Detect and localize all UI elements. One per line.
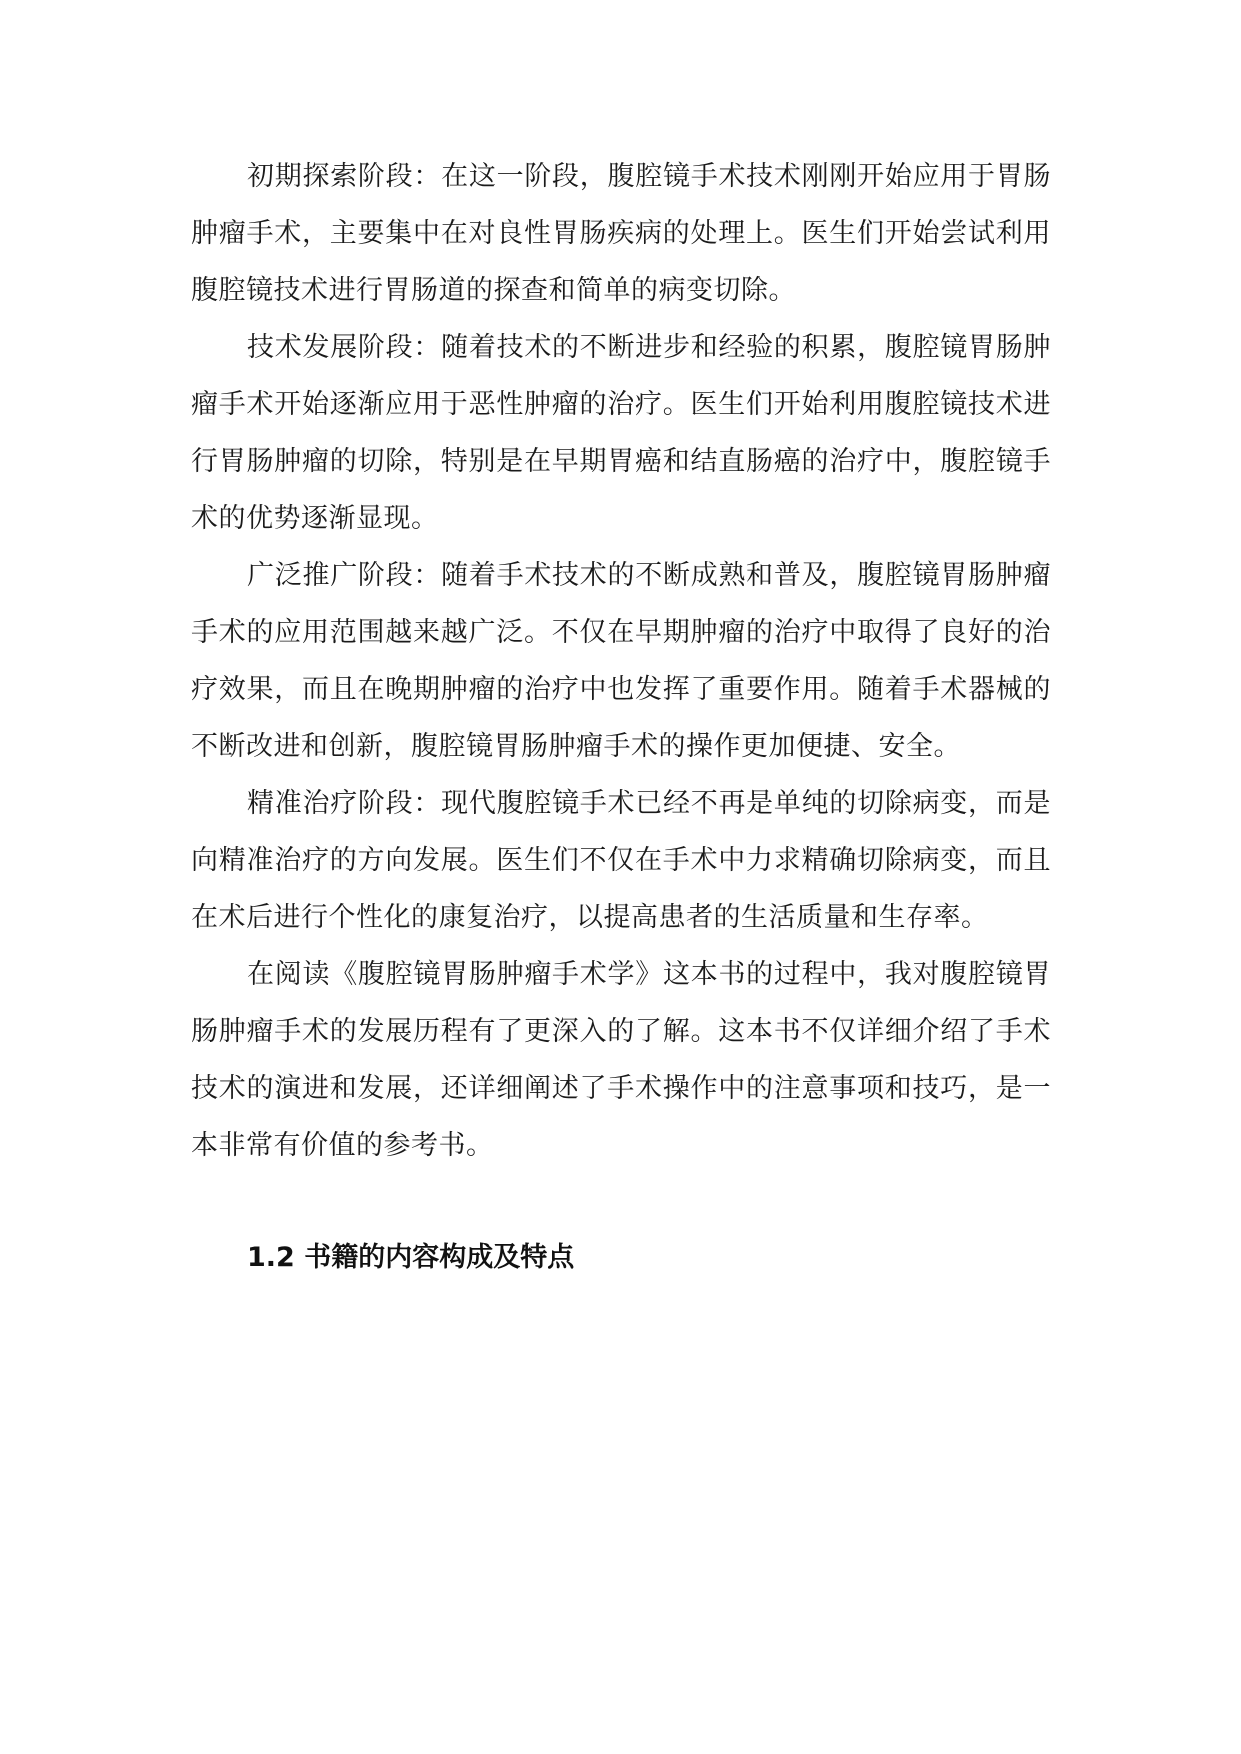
paragraph-initial-exploration: 初期探索阶段：在这一阶段，腹腔镜手术技术刚刚开始应用于胃肠肿瘤手术，主要集中在对良性胃肠疾病的处理上。医生们开始尝试利用腹腔镜技术进行胃肠道的探查和简单的病变切除。 [191,161,1051,306]
section-heading: 1.2 书籍的内容构成及特点 [247,1242,575,1273]
document-body [191,148,1051,1286]
paragraph-wide-promotion: 广泛推广阶段：随着手术技术的不断成熟和普及，腹腔镜胃肠肿瘤手术的应用范围越来越广泛。不仅在早期肿瘤的治疗中取得了良好的治疗效果，而且在晚期肿瘤的治疗中也发挥了重要作用。随着手术器械的不断改进和创新，腹腔镜胃肠肿瘤手术的操作更加便捷、安全。 [191,560,1051,762]
paragraph-book-reading: 在阅读《腹腔镜胃肠肿瘤手术学》这本书的过程中，我对腹腔镜胃肠肿瘤手术的发展历程有了更深入的了解。这本书不仅详细介绍了手术技术的演进和发展，还详细阐述了手术操作中的注意事项和技巧，是一本非常有价值的参考书。 [191,959,1051,1161]
paragraph-precision-treatment: 精准治疗阶段：现代腹腔镜手术已经不再是单纯的切除病变，而是向精准治疗的方向发展。医生们不仅在手术中力求精确切除病变，而且在术后进行个性化的康复治疗，以提高患者的生活质量和生存率。 [191,788,1051,933]
paragraph-technical-development: 技术发展阶段：随着技术的不断进步和经验的积累，腹腔镜胃肠肿瘤手术开始逐渐应用于恶性肿瘤的治疗。医生们开始利用腹腔镜技术进行胃肠肿瘤的切除，特别是在早期胃癌和结直肠癌的治疗中，腹腔镜手术的优势逐渐显现。 [191,332,1051,534]
